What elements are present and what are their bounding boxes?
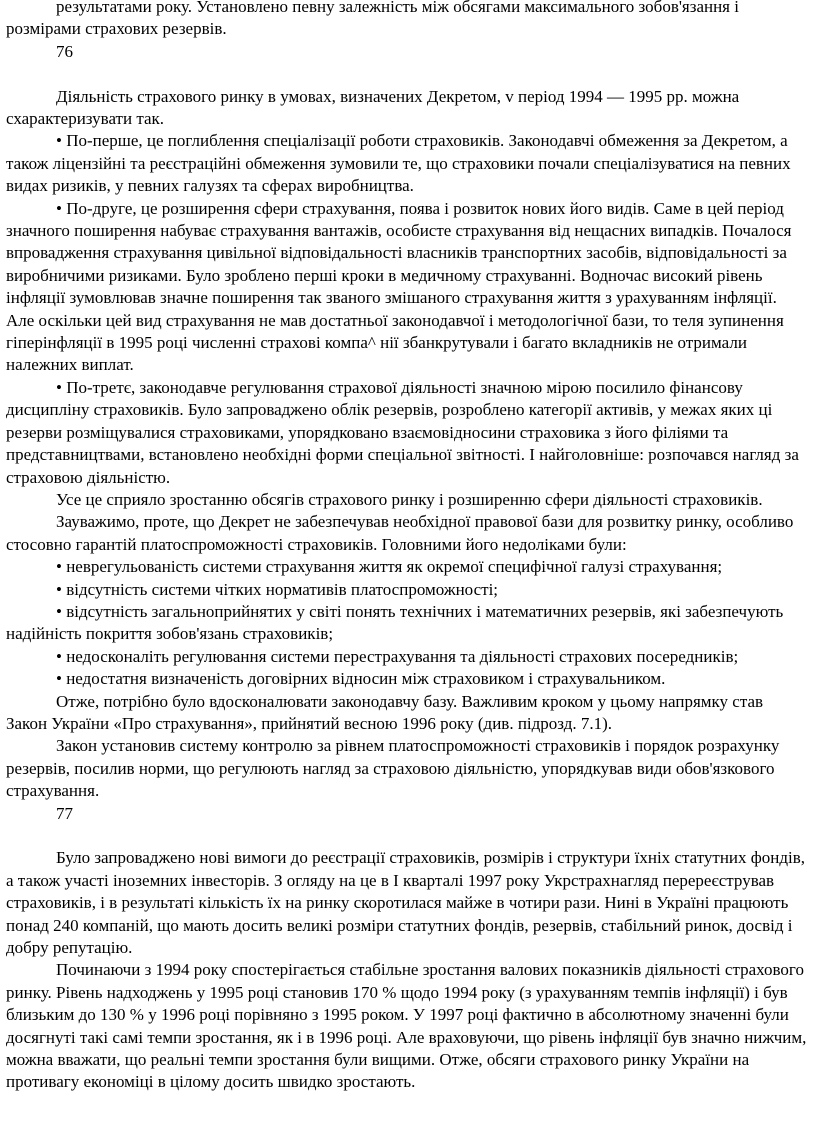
paragraph: • По-третє, законодавче регулювання страхової діяльності значною мірою посилило фінансову дисципліну страховиків. Було запроваджено облік резервів, розроблено категорії активів, у межах яких ці резерви розміщувалися страховиками, упорядковано взаємовідносини страховика з його філіями та представництвами, встановлено необхідні форми спеціальної звітності. І найголовніше: розпочався нагляд за страховою діяльністю. <box>6 377 799 487</box>
page-number: 77 <box>56 803 73 823</box>
blank-line <box>6 825 808 847</box>
paragraph: Закон установив систему контролю за рівнем платоспроможності страховиків і порядок розрахунку резервів, посилив норми, що регулюють нагляд за страховою діяльністю, упорядкував види обов'язкового страхування. <box>6 736 780 801</box>
paragraph: Усе це сприяло зростанню обсягів страхового ринку і розширенню сфери діяльності страховиків. <box>56 489 763 509</box>
paragraph: • недостатня визначеність договірних відносин між страховиком і страхувальником. <box>56 669 666 689</box>
paragraph: Було запроваджено нові вимоги до реєстрації страховиків, розмірів і структури їхніх статутних фондів, а також участі іноземних інвесторів. З огляду на це в І кварталі 1997 року Укрстрахнагляд перереєстрував страховиків, і в результаті кількість їх на ринку скоротилася майже в чотири рази. Нині в Україні працюють понад 240 компаній, що мають досить великі розміри статутних фондів, резервів, стабільний ринок, досвід і добру репутацію. <box>6 848 806 958</box>
document-text <box>6 0 808 1094</box>
paragraph: Діяльність страхового ринку в умовах, визначених Декретом, v період 1994 — 1995 pp. можна схарактеризувати так. <box>6 86 740 129</box>
paragraph: результатами року. Установлено певну залежність між обсягами максимального зобов'язання і розмірами страхових резервів. <box>6 0 739 39</box>
paragraph: • недосконаліть регулювання системи перестрахування та діяльності страхових посередників; <box>56 646 739 666</box>
paragraph: • відсутність системи чітких нормативів платоспроможності; <box>56 579 499 599</box>
paragraph: • По-друге, це розширення сфери страхування, поява і розвиток нових його видів. Саме в цей період значного поширення набуває страхування вантажів, особисте страхування від нещасних випадків. Почалося впровадження страхування цивільної відповідальності власників транспортних засобів, відповідальності за виробничими ризиками. Було зроблено перші кроки в медичному страхуванні. Водночас високий рівень інфляції зумовлював значне поширення так званого змішаного страхування життя з урахуванням інфляції. Але оскільки цей вид страхування не мав достатньої законодавчої і методологічної бази, то теля зупинення гіперінфляції в 1995 році численні страхові компа^ нії збанкрутували і багато вкладників не отримали належних виплат. <box>6 198 792 375</box>
paragraph: Отже, потрібно було вдосконалювати законодавчу базу. Важливим кроком у цьому напрямку став Закон України «Про страхування», прийнятий весною 1996 року (див. підрозд. 7.1). <box>6 691 764 733</box>
paragraph: • відсутність загальноприйнятих у світі понять технічних і математичних резервів, які забезпечують надійність покриття зобов'язань страховиків; <box>6 601 784 644</box>
paragraph: Починаючи з 1994 року спостерігається стабільне зростання валових показників діяльності страхового ринку. Рівень надходжень у 1995 році становив 170 % щодо 1994 року (з урахуванням темпів інфляції) і був близьким до 130 % у 1996 році порівняно з 1995 роком. У 1997 році фактично в абсолютному значенні були досягнуті такі самі темпи зростання, як і в 1996 році. Але враховуючи, що рівень інфляції був значно нижчим, можна вважати, що реальні темпи зростання були вищими. Отже, обсяги страхового ринку України на противагу економіці в цілому досить швидко зростають. <box>6 960 807 1092</box>
page-number: 76 <box>56 41 73 61</box>
paragraph: • неврегульованість системи страхування життя як окремої специфічної галузі страхування; <box>56 557 723 577</box>
paragraph: • По-перше, це поглиблення спеціалізації роботи страховиків. Законодавчі обмеження за Декретом, а також ліцензійні та реєстраційні обмеження зумовили те, що страховики почали спеціалізуватися на певних видах ризиків, у певних галузях та сферах виробництва. <box>6 131 791 196</box>
blank-line <box>6 63 808 85</box>
paragraph: Зауважимо, проте, що Декрет не забезпечував необхідної правової бази для розвитку ринку, особливо стосовно гарантій платоспроможності страховиків. Головними його недоліками були: <box>6 512 794 554</box>
